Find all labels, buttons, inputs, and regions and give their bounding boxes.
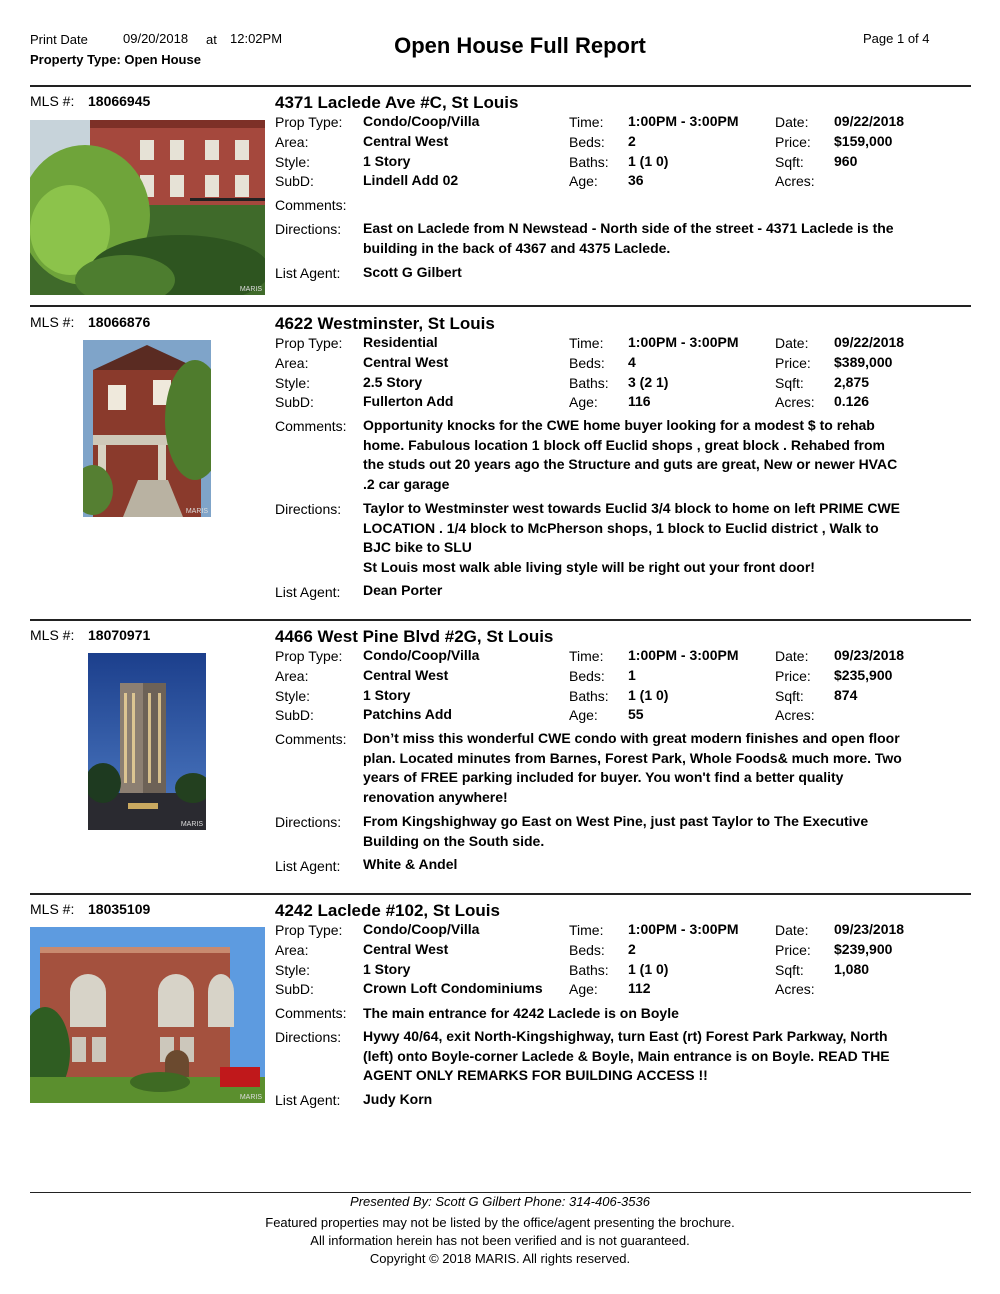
directions-text: Hywy 40/64, exit North-Kingshighway, turn East (rt) Forest Park Parkway, North (left) onto Boyle-corner Laclede & Boyle, Main entrance is on Boyle. READ THE AGENT ONLY REMARKS FOR BUILDING ACCESS !!	[363, 1028, 890, 1084]
subd-value: Fullerton Add	[363, 393, 454, 409]
sqft-label: Sqft:	[775, 962, 804, 978]
list-agent-label: List Agent:	[275, 858, 341, 874]
style-value: 2.5 Story	[363, 374, 423, 390]
area-label: Area:	[275, 134, 309, 150]
list-agent-label: List Agent:	[275, 265, 341, 281]
baths-label: Baths:	[569, 962, 609, 978]
area-label: Area:	[275, 355, 309, 371]
beds-label: Beds:	[569, 942, 605, 958]
photo-watermark: MARIS	[180, 821, 203, 828]
time-label: Time:	[569, 648, 604, 664]
prop-type-value: Condo/Coop/Villa	[363, 921, 480, 937]
mls-number: 18070971	[88, 627, 151, 643]
sqft-label: Sqft:	[775, 154, 804, 170]
style-value: 1 Story	[363, 687, 411, 703]
directions-text: From Kingshighway go East on West Pine, just past Taylor to The Executive Building on the South side.	[363, 813, 869, 849]
area-label: Area:	[275, 668, 309, 684]
listing-photo[interactable]	[30, 927, 265, 1103]
price-value: $239,900	[834, 941, 893, 957]
comments-text: Opportunity knocks for the CWE home buyer looking for a modest $ to rehab home. Fabulous location 1 block off Euclid shops , great block . Rehabed from the studs out 20 years ago the Structure and guts are great, New or newer HVAC .2 car garage	[363, 417, 898, 493]
time-value: 1:00PM - 3:00PM	[628, 921, 739, 937]
print-date: 09/20/2018	[123, 31, 189, 46]
style-label: Style:	[275, 962, 311, 978]
listing-address[interactable]: 4466 West Pine Blvd #2G, St Louis	[275, 627, 554, 646]
acres-value: 0.126	[834, 393, 870, 409]
sqft-label: Sqft:	[775, 688, 804, 704]
time-label: Time:	[569, 335, 604, 351]
age-value: 55	[628, 706, 644, 722]
price-value: $159,000	[834, 133, 893, 149]
style-value: 1 Story	[363, 153, 411, 169]
subd-value: Lindell Add 02	[363, 172, 459, 188]
time-label: Time:	[569, 922, 604, 938]
mls-label: MLS #:	[30, 901, 75, 917]
price-label: Price:	[775, 942, 811, 958]
comments-label: Comments:	[275, 418, 347, 434]
subd-label: SubD:	[275, 981, 314, 997]
area-value: Central West	[363, 667, 449, 683]
sqft-label: Sqft:	[775, 375, 804, 391]
beds-value: 2	[628, 133, 636, 149]
style-label: Style:	[275, 375, 311, 391]
footer-disclaimer-1: Featured properties may not be listed by the office/agent presenting the brochure.	[265, 1215, 735, 1230]
subd-label: SubD:	[275, 173, 314, 189]
listing-photo[interactable]	[88, 653, 206, 830]
comments-text: Don’t miss this wonderful CWE condo with great modern finishes and open floor plan. Located minutes from Barnes, Forest Park, Whole Foods& much more. Two years of FREE parking included for buyer. You won't find a better quality renovation anywhere!	[363, 730, 902, 806]
beds-label: Beds:	[569, 668, 605, 684]
age-label: Age:	[569, 394, 598, 410]
prop-type-label: Prop Type:	[275, 114, 343, 130]
date-value: 09/23/2018	[834, 647, 905, 663]
comments-label: Comments:	[275, 731, 347, 747]
footer-divider	[30, 1192, 971, 1193]
list-agent-label: List Agent:	[275, 1092, 341, 1108]
comments-label: Comments:	[275, 1005, 347, 1021]
baths-value: 3 (2 1)	[628, 374, 669, 390]
listing-address[interactable]: 4622 Westminster, St Louis	[275, 314, 495, 333]
acres-label: Acres:	[775, 394, 815, 410]
area-label: Area:	[275, 942, 309, 958]
date-label: Date:	[775, 648, 809, 664]
age-value: 116	[628, 393, 651, 409]
property-type: Property Type: Open House	[30, 52, 201, 67]
sqft-value: 874	[834, 687, 858, 703]
header-divider	[30, 85, 971, 87]
mls-number: 18066876	[88, 314, 151, 330]
mls-number: 18066945	[88, 93, 151, 109]
listing-address[interactable]: 4242 Laclede #102, St Louis	[275, 901, 500, 920]
baths-label: Baths:	[569, 154, 609, 170]
beds-value: 2	[628, 941, 636, 957]
style-label: Style:	[275, 688, 311, 704]
directions-label: Directions:	[275, 1029, 342, 1045]
footer-disclaimer-2: All information herein has not been verified and is not guaranteed.	[310, 1233, 690, 1248]
mls-label: MLS #:	[30, 314, 75, 330]
baths-value: 1 (1 0)	[628, 687, 669, 703]
date-value: 09/23/2018	[834, 921, 905, 937]
listing-address[interactable]: 4371 Laclede Ave #C, St Louis	[275, 93, 519, 112]
prop-type-label: Prop Type:	[275, 922, 343, 938]
area-value: Central West	[363, 941, 449, 957]
baths-label: Baths:	[569, 688, 609, 704]
date-label: Date:	[775, 922, 809, 938]
prop-type-value: Residential	[363, 334, 438, 350]
directions-label: Directions:	[275, 221, 342, 237]
at-label: at	[206, 32, 217, 47]
list-agent-value: Judy Korn	[363, 1091, 433, 1107]
area-value: Central West	[363, 133, 449, 149]
time-label: Time:	[569, 114, 604, 130]
listing-divider	[30, 893, 971, 895]
baths-value: 1 (1 0)	[628, 153, 669, 169]
time-value: 1:00PM - 3:00PM	[628, 334, 739, 350]
area-value: Central West	[363, 354, 449, 370]
sqft-value: 960	[834, 153, 858, 169]
date-value: 09/22/2018	[834, 334, 905, 350]
subd-value: Patchins Add	[363, 706, 452, 722]
time-value: 1:00PM - 3:00PM	[628, 113, 739, 129]
baths-value: 1 (1 0)	[628, 961, 669, 977]
price-label: Price:	[775, 355, 811, 371]
price-value: $235,900	[834, 667, 893, 683]
subd-value: Crown Loft Condominiums	[363, 980, 543, 996]
print-time: 12:02PM	[230, 31, 283, 46]
directions-label: Directions:	[275, 501, 342, 517]
prop-type-label: Prop Type:	[275, 648, 343, 664]
page-number: Page 1 of 4	[863, 31, 930, 46]
acres-label: Acres:	[775, 707, 815, 723]
presented-by: Presented By: Scott G Gilbert Phone: 314-406-3536	[350, 1194, 650, 1209]
listing-divider	[30, 619, 971, 621]
listing-divider	[30, 305, 971, 307]
beds-value: 1	[628, 667, 636, 683]
acres-label: Acres:	[775, 173, 815, 189]
list-agent-value: White & Andel	[363, 856, 458, 872]
mls-label: MLS #:	[30, 93, 75, 109]
prop-type-label: Prop Type:	[275, 335, 343, 351]
price-value: $389,000	[834, 354, 893, 370]
acres-label: Acres:	[775, 981, 815, 997]
beds-label: Beds:	[569, 355, 605, 371]
price-label: Price:	[775, 668, 811, 684]
listing-photo[interactable]	[30, 120, 265, 295]
age-label: Age:	[569, 173, 598, 189]
mls-number: 18035109	[88, 901, 151, 917]
beds-label: Beds:	[569, 134, 605, 150]
subd-label: SubD:	[275, 394, 314, 410]
age-value: 112	[628, 980, 651, 996]
mls-label: MLS #:	[30, 627, 75, 643]
directions-text: Taylor to Westminster west towards Euclid 3/4 block to home on left PRIME CWE LOCATION . 1/4 block to McPherson shops, 1 block to Euclid district , Walk to BJC bike to SLU	[363, 500, 901, 556]
comments-text: The main entrance for 4242 Laclede is on Boyle	[363, 1005, 679, 1021]
directions-extra-text: St Louis most walk able living style will be right out your front door!	[363, 559, 815, 575]
sqft-value: 2,875	[834, 374, 870, 390]
price-label: Price:	[775, 134, 811, 150]
comments-label: Comments:	[275, 197, 347, 213]
date-label: Date:	[775, 114, 809, 130]
age-value: 36	[628, 172, 644, 188]
age-label: Age:	[569, 707, 598, 723]
footer-copyright: Copyright © 2018 MARIS. All rights reserved.	[369, 1251, 631, 1266]
subd-label: SubD:	[275, 707, 314, 723]
age-label: Age:	[569, 981, 598, 997]
beds-value: 4	[628, 354, 636, 370]
photo-watermark: MARIS	[239, 1094, 262, 1101]
style-value: 1 Story	[363, 961, 411, 977]
list-agent-value: Scott G Gilbert	[363, 264, 462, 280]
time-value: 1:00PM - 3:00PM	[628, 647, 739, 663]
list-agent-value: Dean Porter	[363, 582, 443, 598]
prop-type-value: Condo/Coop/Villa	[363, 113, 480, 129]
photo-watermark: MARIS	[239, 286, 262, 293]
listing-photo[interactable]	[83, 340, 211, 517]
date-label: Date:	[775, 335, 809, 351]
photo-watermark: MARIS	[185, 508, 208, 515]
sqft-value: 1,080	[834, 961, 870, 977]
date-value: 09/22/2018	[834, 113, 905, 129]
prop-type-value: Condo/Coop/Villa	[363, 647, 480, 663]
baths-label: Baths:	[569, 375, 609, 391]
style-label: Style:	[275, 154, 311, 170]
directions-label: Directions:	[275, 814, 342, 830]
list-agent-label: List Agent:	[275, 584, 341, 600]
directions-text: East on Laclede from N Newstead - North side of the street - 4371 Laclede is the building in the back of 4367 and 4375 Laclede.	[363, 220, 894, 256]
print-date-label: Print Date	[30, 32, 88, 47]
report-title: Open House Full Report	[394, 33, 646, 58]
